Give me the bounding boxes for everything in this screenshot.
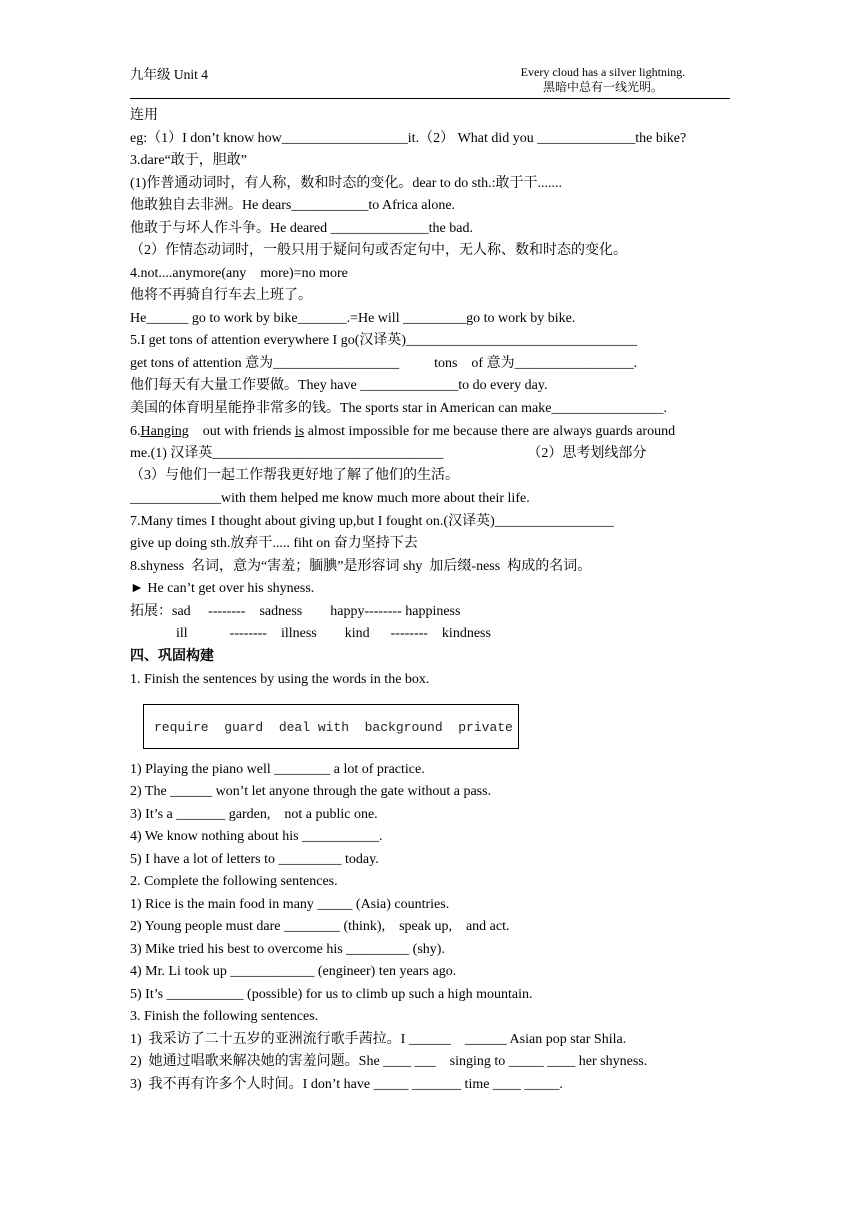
exercise-item: 3) It’s a _______ garden, not a public one. [130, 807, 378, 822]
text-run: 6. [130, 424, 141, 439]
exercise-item: 2) The ______ won’t let anyone through the gate without a pass. [130, 784, 492, 799]
heading-hanging-out [130, 423, 675, 441]
heading-not-anymore: 4.not....anymore(any more)=no more [130, 266, 348, 281]
proverb-chinese: 黑暗中总有一线光明。 [542, 80, 663, 94]
text-line: get tons of attention 意为__________________ tons of 意为_________________. [130, 356, 638, 371]
exercise-title: 3. Finish the following sentences. [130, 1009, 319, 1024]
exercise-item: 1) Playing the piano well ________ a lot of practice. [130, 762, 425, 777]
exercise-item: 2) Young people must dare ________ (think), speak up, and act. [130, 919, 510, 934]
section-heading: 四、巩固构建 [130, 649, 214, 664]
underlined-word: is [294, 424, 305, 439]
heading-tons-of-attention: 5.I get tons of attention everywhere I go(汉译英)_________________________________ [130, 333, 638, 348]
exercise-item: 5) I have a lot of letters to _________ today. [130, 852, 379, 867]
text-line: me.(1) 汉译英_________________________________ （2）思考划线部分 [130, 446, 647, 461]
text-run: almost impossible for me because there are always guards around [304, 424, 676, 439]
exercise-item: 4) We know nothing about his ___________. [130, 829, 383, 844]
header-proverb [488, 65, 718, 95]
exercise-item: 1) Rice is the main food in many _____ (Asia) countries. [130, 897, 450, 912]
header-divider [130, 98, 730, 99]
extension-line: 拓展：sad -------- sadness happy-------- happiness [130, 604, 461, 619]
exercise-title: 1. Finish the sentences by using the words in the box. [130, 672, 430, 687]
extension-line: ill -------- illness kind -------- kindness [176, 626, 491, 641]
exercise-title: 2. Complete the following sentences. [130, 874, 338, 889]
text-line: 美国的体育明星能挣非常多的钱。The sports star in American can make________________. [130, 401, 667, 416]
text-line: （2）作情态动词时，一般只用于疑问句或否定句中，无人称、数和时态的变化。 [130, 243, 627, 258]
heading-giving-up: 7.Many times I thought about giving up,but I fought on.(汉译英)_________________ [130, 514, 614, 529]
exercise-item: 4) Mr. Li took up ____________ (engineer) ten years ago. [130, 964, 457, 979]
exercise-item: 1) 我采访了二十五岁的亚洲流行歌手茜拉。I ______ ______ Asian pop star Shila. [130, 1032, 627, 1047]
text-line: 他敢独自去非洲。He dears___________to Africa alone. [130, 198, 456, 213]
word-box-words: require guard deal with background private [154, 720, 513, 735]
text-line: 他敢于与坏人作斗争。He deared ______________the bad. [130, 221, 473, 236]
text-line: He______ go to work by bike_______.=He will _________go to work by bike. [130, 311, 576, 326]
heading-shyness: 8.shyness 名词，意为“害羞；腼腆”是形容词 shy 加后缀-ness 构成的名词。 [130, 559, 592, 574]
text-line: 连用 [130, 108, 158, 123]
text-line: _____________with them helped me know much more about their life. [130, 491, 530, 506]
text-line: give up doing sth.放弃干..... fiht on 奋力坚持下去 [130, 536, 418, 551]
proverb-english: Every cloud has a silver lightning. [520, 65, 686, 79]
text-line: 他们每天有大量工作要做。They have ______________to do every day. [130, 378, 548, 393]
exercise-item: 5) It’s ___________ (possible) for us to climb up such a high mountain. [130, 987, 533, 1002]
text-run: out with friends [188, 424, 295, 439]
exercise-item: 2) 她通过唱歌来解决她的害羞问题。She ____ ___ singing to _____ ____ her shyness. [130, 1054, 648, 1069]
underlined-word: Hanging [140, 424, 189, 439]
text-line: （3）与他们一起工作帮我更好地了解了他们的生活。 [130, 468, 459, 483]
exercise-item: 3) 我不再有许多个人时间。I don’t have _____ _______ time ____ _____. [130, 1077, 563, 1092]
heading-dare: 3.dare“敢于，胆敢” [130, 153, 248, 168]
word-box [143, 704, 519, 749]
header-grade-unit: 九年级 Unit 4 [130, 67, 209, 82]
text-line: (1)作普通动词时，有人称，数和时态的变化。dear to do sth.:敢于干....... [130, 176, 563, 191]
example-blanks-line: eg:（1）I don’t know how__________________it.（2） What did you ______________the bike? [130, 131, 687, 146]
example-sentence: ► He can’t get over his shyness. [130, 581, 315, 596]
exercise-item: 3) Mike tried his best to overcome his _________ (shy). [130, 942, 445, 957]
text-line: 他将不再骑自行车去上班了。 [130, 288, 312, 303]
